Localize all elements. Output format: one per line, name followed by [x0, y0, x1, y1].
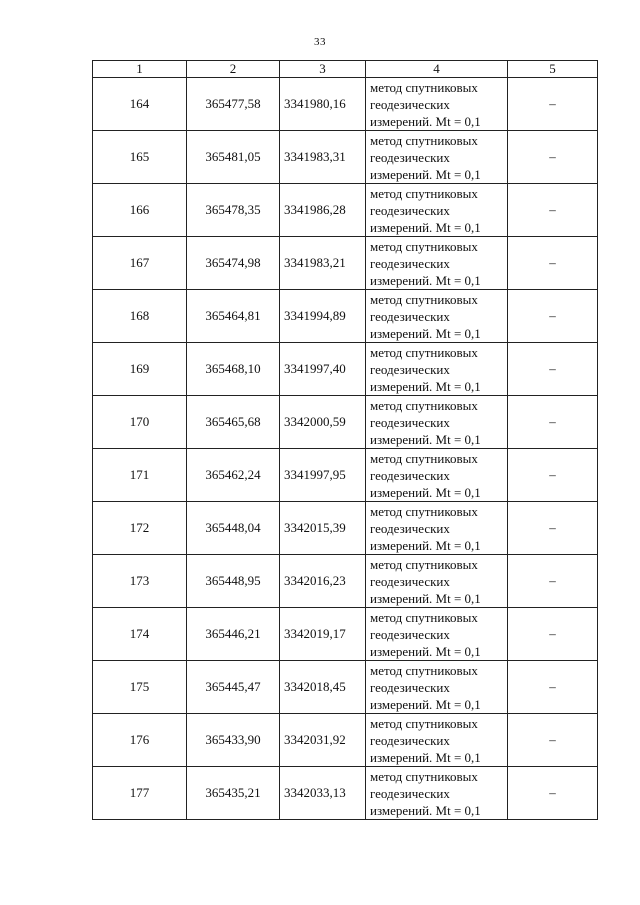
y-coordinate: 3341983,21	[284, 255, 346, 270]
table-row	[93, 608, 598, 661]
point-number-cell	[93, 502, 187, 555]
method-cell	[366, 184, 508, 237]
column-header: 1	[93, 61, 187, 78]
method-line-2: геодезических	[370, 785, 450, 801]
method-line-3: измерений. Mt = 0,1	[370, 166, 481, 182]
method-cell	[366, 343, 508, 396]
y-coordinate-cell	[280, 661, 366, 714]
note-cell	[508, 449, 598, 502]
point-number: 169	[129, 361, 150, 376]
method-line-3: измерений. Mt = 0,1	[370, 431, 481, 447]
method-cell	[366, 131, 508, 184]
table-row	[93, 449, 598, 502]
x-coordinate: 365474,98	[205, 255, 261, 270]
method-line-1: метод спутниковых	[370, 609, 478, 625]
method-line-1: метод спутниковых	[370, 344, 478, 360]
method-cell	[366, 502, 508, 555]
note-cell	[508, 184, 598, 237]
table-row	[93, 131, 598, 184]
x-coordinate: 365446,21	[205, 626, 261, 641]
y-coordinate: 3342015,39	[284, 520, 346, 535]
method-line-1: метод спутниковых	[370, 503, 478, 519]
y-coordinate: 3341997,40	[284, 361, 346, 376]
note-dash: –	[549, 573, 556, 588]
x-coordinate-cell	[187, 449, 280, 502]
y-coordinate: 3342018,45	[284, 679, 346, 694]
x-coordinate-cell	[187, 555, 280, 608]
point-number: 168	[129, 308, 150, 323]
point-number-cell	[93, 661, 187, 714]
y-coordinate: 3342033,13	[284, 785, 346, 800]
point-number: 174	[129, 626, 150, 641]
method-line-1: метод спутниковых	[370, 768, 478, 784]
point-number: 170	[129, 414, 150, 429]
column-header: 2	[187, 61, 280, 78]
table-row	[93, 555, 598, 608]
method-cell	[366, 449, 508, 502]
y-coordinate-cell	[280, 396, 366, 449]
method-line-3: измерений. Mt = 0,1	[370, 802, 481, 818]
x-coordinate: 365464,81	[205, 308, 261, 323]
method-cell	[366, 396, 508, 449]
note-cell	[508, 767, 598, 820]
method-line-3: измерений. Mt = 0,1	[370, 696, 481, 712]
method-line-1: метод спутниковых	[370, 79, 478, 95]
point-number-cell	[93, 449, 187, 502]
method-cell	[366, 290, 508, 343]
method-line-2: геодезических	[370, 96, 450, 112]
table-row	[93, 714, 598, 767]
y-coordinate: 3341994,89	[284, 308, 346, 323]
method-cell	[366, 661, 508, 714]
point-number-cell	[93, 237, 187, 290]
method-line-1: метод спутниковых	[370, 450, 478, 466]
point-number-cell	[93, 184, 187, 237]
x-coordinate: 365435,21	[205, 785, 261, 800]
note-dash: –	[549, 96, 556, 111]
x-coordinate: 365468,10	[205, 361, 261, 376]
table-row	[93, 78, 598, 131]
x-coordinate-cell	[187, 343, 280, 396]
note-dash: –	[549, 785, 556, 800]
method-line-2: геодезических	[370, 520, 450, 536]
y-coordinate: 3341983,31	[284, 149, 346, 164]
method-line-2: геодезических	[370, 149, 450, 165]
method-cell	[366, 78, 508, 131]
table-row	[93, 237, 598, 290]
method-line-3: измерений. Mt = 0,1	[370, 272, 481, 288]
note-cell	[508, 714, 598, 767]
method-line-3: измерений. Mt = 0,1	[370, 590, 481, 606]
y-coordinate: 3341997,95	[284, 467, 346, 482]
note-cell	[508, 290, 598, 343]
y-coordinate-cell	[280, 449, 366, 502]
method-line-3: измерений. Mt = 0,1	[370, 537, 481, 553]
table-row	[93, 343, 598, 396]
column-header: 4	[366, 61, 508, 78]
page-number: 33	[314, 36, 326, 48]
note-cell	[508, 131, 598, 184]
x-coordinate-cell	[187, 502, 280, 555]
note-dash: –	[549, 732, 556, 747]
table-header-row	[93, 61, 598, 78]
point-number: 164	[129, 96, 150, 111]
y-coordinate-cell	[280, 555, 366, 608]
x-coordinate-cell	[187, 78, 280, 131]
y-coordinate: 3342019,17	[284, 626, 346, 641]
note-dash: –	[549, 149, 556, 164]
x-coordinate-cell	[187, 714, 280, 767]
method-line-3: измерений. Mt = 0,1	[370, 219, 481, 235]
method-line-3: измерений. Mt = 0,1	[370, 749, 481, 765]
method-cell	[366, 555, 508, 608]
note-dash: –	[549, 308, 556, 323]
y-coordinate: 3342000,59	[284, 414, 346, 429]
note-dash: –	[549, 414, 556, 429]
y-coordinate-cell	[280, 290, 366, 343]
y-coordinate: 3342031,92	[284, 732, 346, 747]
note-cell	[508, 343, 598, 396]
note-dash: –	[549, 467, 556, 482]
x-coordinate-cell	[187, 661, 280, 714]
note-dash: –	[549, 202, 556, 217]
y-coordinate: 3341980,16	[284, 96, 346, 111]
note-cell	[508, 661, 598, 714]
note-dash: –	[549, 626, 556, 641]
method-line-2: геодезических	[370, 467, 450, 483]
y-coordinate-cell	[280, 78, 366, 131]
point-number-cell	[93, 396, 187, 449]
point-number: 166	[129, 202, 150, 217]
method-line-2: геодезических	[370, 626, 450, 642]
method-line-2: геодезических	[370, 679, 450, 695]
method-cell	[366, 237, 508, 290]
y-coordinate-cell	[280, 767, 366, 820]
column-header: 3	[280, 61, 366, 78]
table-row	[93, 502, 598, 555]
method-line-1: метод спутниковых	[370, 662, 478, 678]
column-header: 5	[508, 61, 598, 78]
method-line-2: геодезических	[370, 732, 450, 748]
x-coordinate: 365462,24	[205, 467, 261, 482]
method-line-2: геодезических	[370, 414, 450, 430]
note-cell	[508, 502, 598, 555]
note-dash: –	[549, 520, 556, 535]
point-number: 167	[129, 255, 150, 270]
point-number: 175	[129, 679, 150, 694]
method-line-1: метод спутниковых	[370, 132, 478, 148]
x-coordinate: 365448,04	[205, 520, 261, 535]
point-number-cell	[93, 290, 187, 343]
x-coordinate-cell	[187, 290, 280, 343]
x-coordinate: 365478,35	[205, 202, 261, 217]
point-number-cell	[93, 131, 187, 184]
x-coordinate: 365433,90	[205, 732, 261, 747]
note-dash: –	[549, 255, 556, 270]
point-number: 172	[129, 520, 150, 535]
note-cell	[508, 396, 598, 449]
point-number: 177	[129, 785, 150, 800]
note-cell	[508, 78, 598, 131]
x-coordinate-cell	[187, 131, 280, 184]
table-row	[93, 184, 598, 237]
point-number: 173	[129, 573, 150, 588]
method-line-2: геодезических	[370, 202, 450, 218]
table-row	[93, 396, 598, 449]
coordinates-table	[92, 60, 598, 820]
x-coordinate: 365465,68	[205, 414, 261, 429]
x-coordinate: 365448,95	[205, 573, 261, 588]
x-coordinate-cell	[187, 184, 280, 237]
y-coordinate-cell	[280, 131, 366, 184]
method-line-3: измерений. Mt = 0,1	[370, 643, 481, 659]
y-coordinate: 3342016,23	[284, 573, 346, 588]
method-line-3: измерений. Mt = 0,1	[370, 484, 481, 500]
method-line-3: измерений. Mt = 0,1	[370, 325, 481, 341]
y-coordinate-cell	[280, 343, 366, 396]
table-row	[93, 767, 598, 820]
table-body	[93, 78, 598, 820]
x-coordinate: 365481,05	[205, 149, 261, 164]
method-line-2: геодезических	[370, 573, 450, 589]
method-line-1: метод спутниковых	[370, 291, 478, 307]
y-coordinate-cell	[280, 608, 366, 661]
method-line-1: метод спутниковых	[370, 715, 478, 731]
y-coordinate-cell	[280, 184, 366, 237]
point-number: 165	[129, 149, 150, 164]
table-row	[93, 661, 598, 714]
x-coordinate-cell	[187, 396, 280, 449]
point-number-cell	[93, 608, 187, 661]
note-cell	[508, 608, 598, 661]
table-row	[93, 290, 598, 343]
note-cell	[508, 555, 598, 608]
y-coordinate-cell	[280, 714, 366, 767]
method-line-2: геодезических	[370, 308, 450, 324]
method-cell	[366, 767, 508, 820]
point-number-cell	[93, 767, 187, 820]
y-coordinate-cell	[280, 502, 366, 555]
x-coordinate-cell	[187, 608, 280, 661]
point-number-cell	[93, 714, 187, 767]
x-coordinate-cell	[187, 767, 280, 820]
point-number: 171	[129, 467, 150, 482]
method-line-3: измерений. Mt = 0,1	[370, 378, 481, 394]
method-line-1: метод спутниковых	[370, 556, 478, 572]
x-coordinate: 365445,47	[205, 679, 261, 694]
method-line-3: измерений. Mt = 0,1	[370, 113, 481, 129]
method-line-2: геодезических	[370, 361, 450, 377]
x-coordinate: 365477,58	[205, 96, 261, 111]
point-number-cell	[93, 78, 187, 131]
note-cell	[508, 237, 598, 290]
method-line-1: метод спутниковых	[370, 185, 478, 201]
y-coordinate: 3341986,28	[284, 202, 346, 217]
y-coordinate-cell	[280, 237, 366, 290]
x-coordinate-cell	[187, 237, 280, 290]
method-cell	[366, 608, 508, 661]
point-number: 176	[129, 732, 150, 747]
point-number-cell	[93, 555, 187, 608]
method-line-1: метод спутниковых	[370, 238, 478, 254]
method-cell	[366, 714, 508, 767]
method-line-1: метод спутниковых	[370, 397, 478, 413]
note-dash: –	[549, 679, 556, 694]
note-dash: –	[549, 361, 556, 376]
method-line-2: геодезических	[370, 255, 450, 271]
point-number-cell	[93, 343, 187, 396]
